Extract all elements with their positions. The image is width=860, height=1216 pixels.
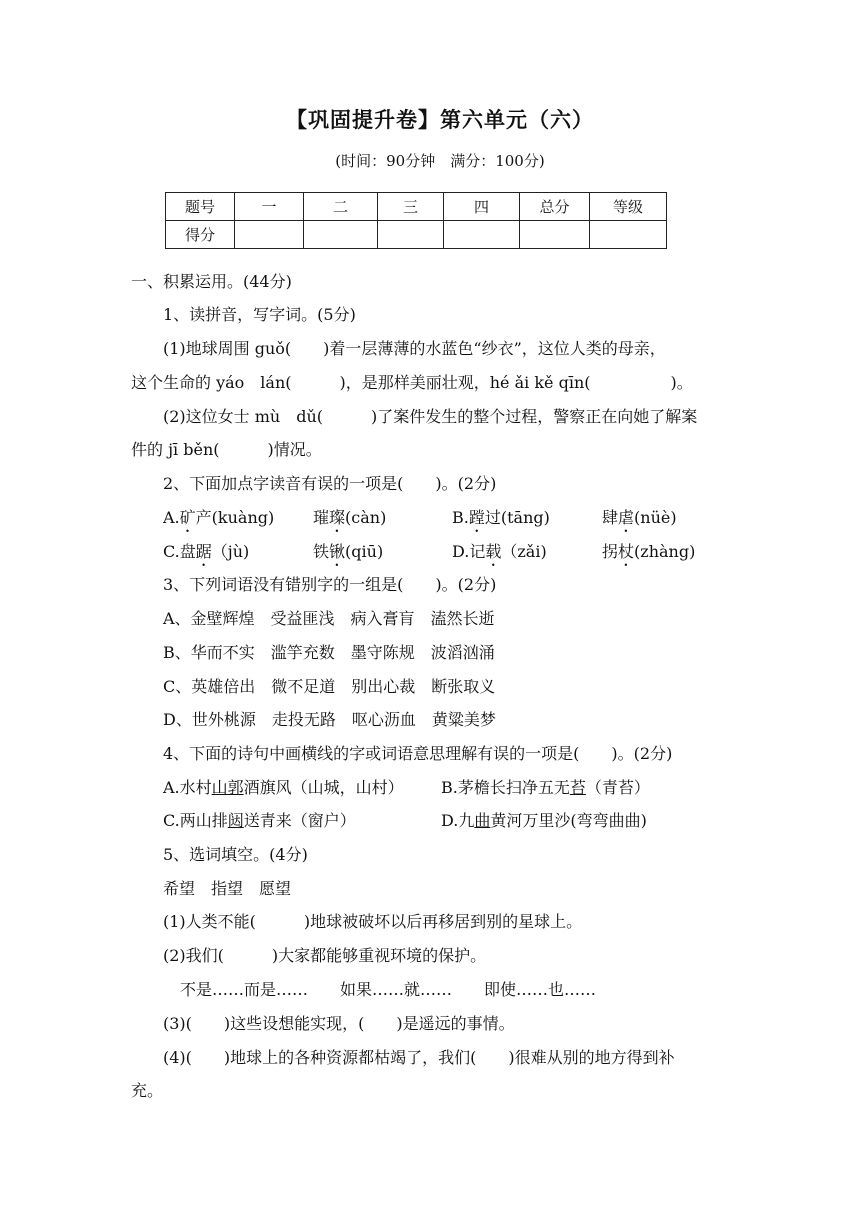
question-2-option-d2: 拐杖(zhàng) [602,542,696,561]
header-cell: 等级 [590,193,667,221]
question-2-option-b2: 肆虐(nüè) [602,508,677,527]
question-4-option-c: C.两山排闼送青来（窗户） [163,811,356,830]
question-5-line-4: (4)( )地球上的各种资源都枯竭了，我们( )很难从别的地方得到补 [163,1048,675,1067]
row-label: 得分 [166,221,235,249]
question-5-conjunction-bank: 不是……而是…… 如果……就…… 即使……也…… [180,980,597,999]
score-table-score-row [166,221,667,249]
header-cell: 总分 [520,193,590,221]
question-4-option-b: B.茅檐长扫净五无苔（青苔） [441,778,650,797]
question-5-stem: 5、选词填空。(4分) [163,845,308,864]
header-cell: 题号 [166,193,235,221]
header-cell: 三 [378,193,444,221]
question-4-option-a: A.水村山郭酒旗风（山城，山村） [163,778,404,797]
question-2-option-a1: A.矿产(kuàng) [163,508,275,527]
question-1-line-3: (2)这位女士 mù dǔ( )了案件发生的整个过程，警察正在向她了解案 [163,407,698,426]
header-cell: 一 [235,193,304,221]
question-3-option-c: C、英雄倍出 微不足道 别出心裁 断张取义 [163,677,496,696]
question-2-option-d1: D.记载（zǎi) [452,542,547,561]
question-3-option-a: A、金壁辉煌 受益匪浅 病入膏肓 溘然长逝 [163,609,495,628]
score-input-cell[interactable] [235,221,304,249]
score-input-cell[interactable] [304,221,378,249]
question-5-line-3: (3)( )这些设想能实现，( )是遥远的事情。 [163,1014,515,1033]
question-5-line-1: (1)人类不能( )地球被破坏以后再移居到别的星球上。 [163,912,583,931]
question-2-option-c2: 铁锹(qiū) [313,542,384,561]
question-2-option-c1: C.盘踞（jù) [163,542,250,561]
section-heading: 一、积累运用。(44分) [131,272,292,291]
question-2-option-b1: B.蹚过(tāng) [452,508,550,527]
question-5-word-bank: 希望 指望 愿望 [163,879,292,898]
question-3-option-d: D、世外桃源 走投无路 呕心沥血 黄粱美梦 [163,710,496,729]
score-input-cell[interactable] [378,221,444,249]
score-table-header-row [166,193,667,221]
page-title: 【巩固提升卷】第六单元（六） [286,107,594,132]
header-cell: 四 [444,193,520,221]
question-2-stem: 2、下面加点字读音有误的一项是( )。(2分) [163,474,497,493]
question-1-line-4: 件的 jī běn( )情况。 [131,440,322,459]
question-1-stem: 1、读拼音，写字词。(5分) [163,305,356,324]
question-5-line-5: 充。 [131,1081,164,1100]
question-4-stem: 4、下面的诗句中画横线的字或词语意思理解有误的一项是( )。(2分) [163,744,673,763]
score-input-cell[interactable] [444,221,520,249]
exam-meta: (时间：90分钟 满分：100分) [335,152,545,170]
score-input-cell[interactable] [520,221,590,249]
question-4-option-d: D.九曲黄河万里沙(弯弯曲曲) [441,811,647,830]
question-5-line-2: (2)我们( )大家都能够重视环境的保护。 [163,946,487,965]
header-cell: 二 [304,193,378,221]
question-1-line-2: 这个生命的 yáo lán( )，是那样美丽壮观，hé ǎi kě qīn( )。 [131,373,693,392]
question-1-line-1: (1)地球周围 guǒ( )着一层薄薄的水蓝色“纱衣”，这位人类的母亲， [163,339,666,358]
score-input-cell[interactable] [590,221,667,249]
question-3-stem: 3、下列词语没有错别字的一组是( )。(2分) [163,575,497,594]
question-3-option-b: B、华而不实 滥竽充数 墨守陈规 波滔汹涌 [163,643,495,662]
question-2-option-a2: 璀璨(càn) [313,508,387,527]
score-table [165,192,667,249]
